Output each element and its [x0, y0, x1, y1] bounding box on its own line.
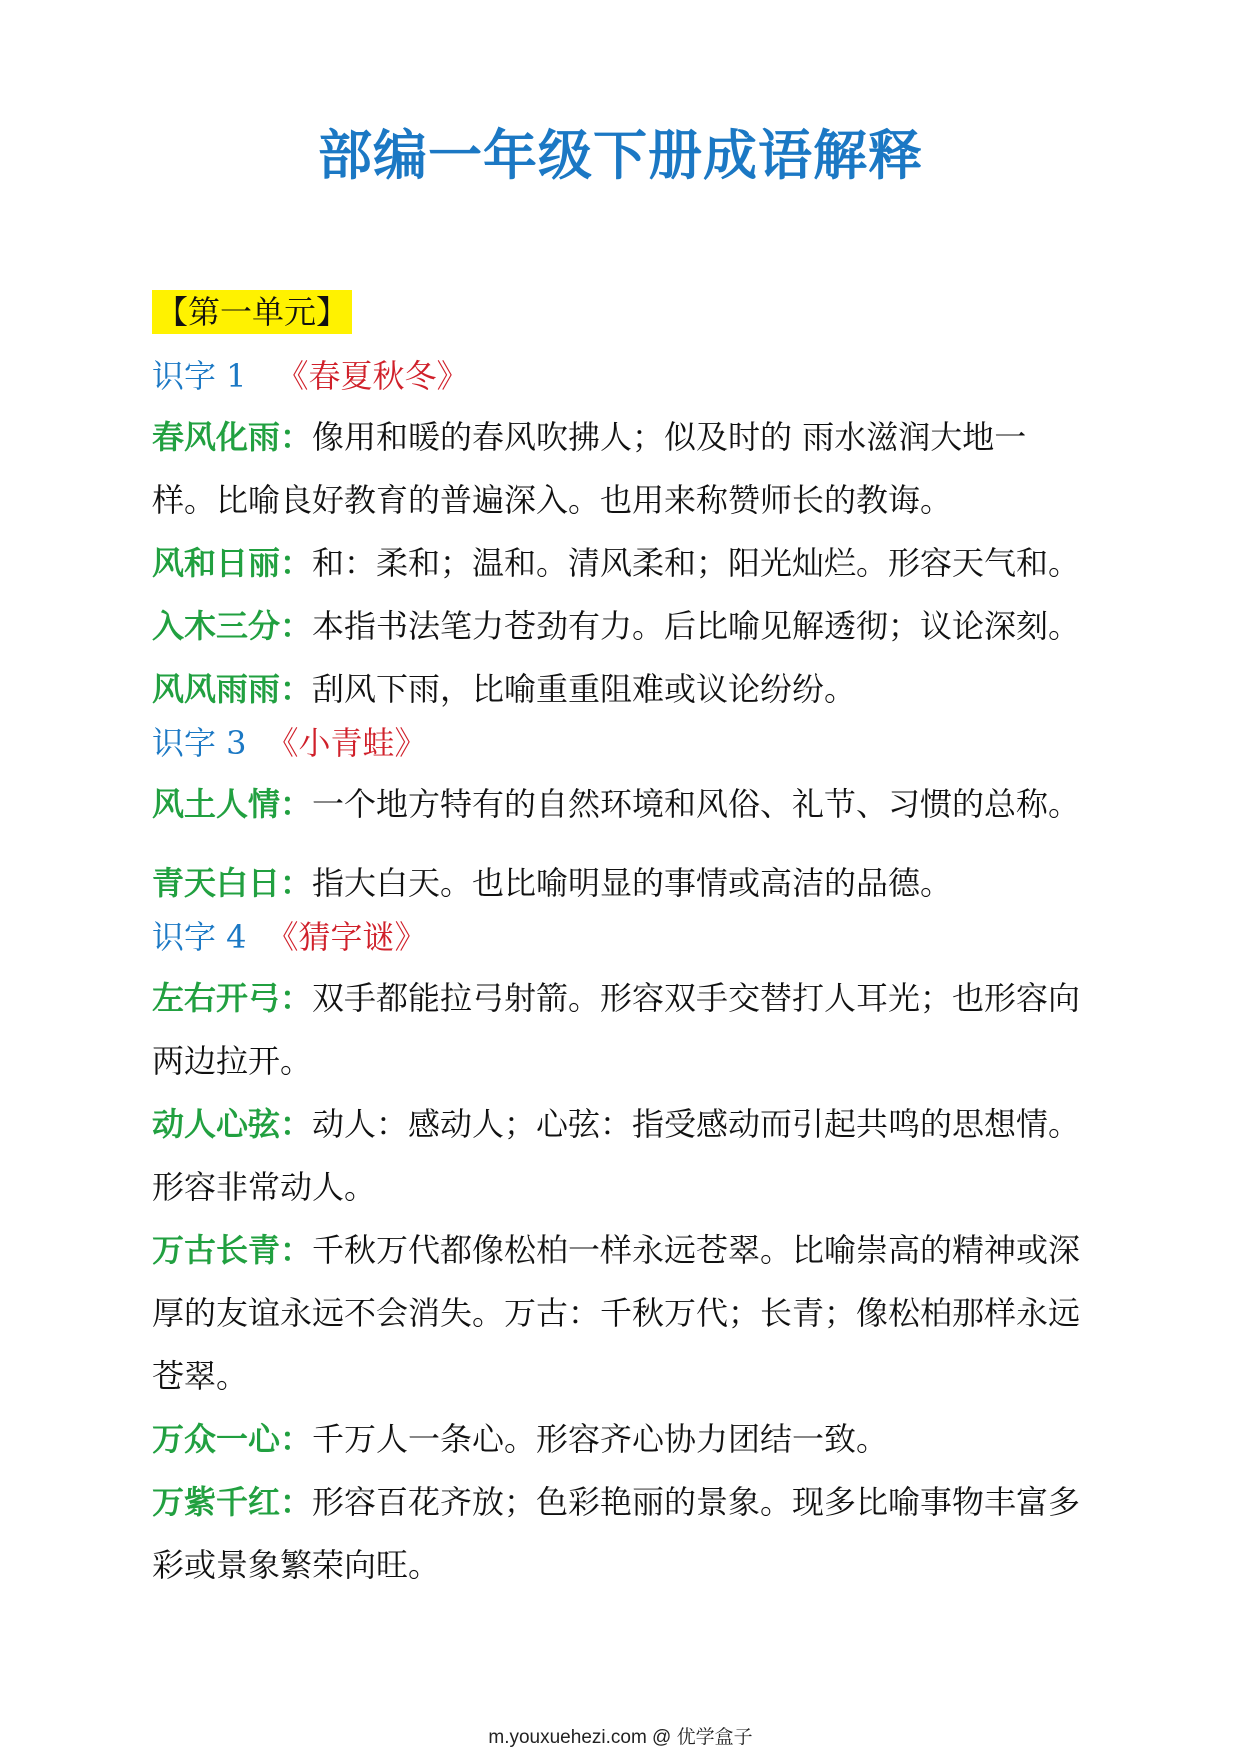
idiom-term: 入木三分： — [152, 607, 313, 645]
idiom-definition: 本指书法笔力苍劲有力。后比喻见解透彻；议论深刻。 — [312, 607, 1081, 645]
lesson-heading — [152, 354, 1082, 398]
idiom-definition: 刮风下雨，比喻重重阻难或议论纷纷。 — [312, 670, 857, 708]
idiom-term: 春风化雨： — [152, 418, 313, 456]
lesson-number: 识字 4 — [152, 918, 247, 956]
unit-label: 【第一单元】 — [152, 290, 352, 334]
idiom-definition: 像用和暖的春风吹拂人；似及时的 雨水滋润大地一样。比喻良好教育的普遍深入。也用来称赞师长的教诲。 — [152, 418, 1027, 519]
idiom-definition: 形容百花齐放；色彩艳丽的景象。现多比喻事物丰富多彩或景象繁荣向旺。 — [152, 1483, 1081, 1584]
idiom-definition: 动人：感动人；心弦：指受感动而引起共鸣的思想情。形容非常动人。 — [152, 1105, 1081, 1206]
lesson-name: 《猜字谜》 — [266, 918, 427, 956]
idiom-entry — [152, 1408, 1082, 1471]
idiom-term: 万紫千红： — [152, 1483, 313, 1521]
idiom-definition: 指大白天。也比喻明显的事情或高洁的品德。 — [312, 864, 953, 902]
idiom-term: 风和日丽： — [152, 544, 313, 582]
idiom-term: 动人心弦： — [152, 1105, 313, 1143]
idiom-term: 青天白日： — [152, 864, 313, 902]
idiom-entry — [152, 1471, 1082, 1597]
unit-heading — [152, 290, 1082, 334]
lesson-name: 《春夏秋冬》 — [276, 357, 469, 395]
idiom-entry — [152, 773, 1082, 836]
idiom-entry — [152, 406, 1082, 532]
idiom-entry — [152, 852, 1082, 915]
lesson-heading — [152, 721, 1082, 765]
idiom-entry — [152, 1093, 1082, 1219]
idiom-term: 万众一心： — [152, 1420, 313, 1458]
idiom-definition: 一个地方特有的自然环境和风俗、礼节、习惯的总称。 — [312, 785, 1081, 823]
idiom-term: 风土人情： — [152, 785, 313, 823]
idiom-entry — [152, 658, 1082, 721]
idiom-definition: 千秋万代都像松柏一样永远苍翠。比喻崇高的精神或深厚的友谊永远不会消失。万古：千秋万代；长青；像松柏那样永远苍翠。 — [152, 1231, 1081, 1395]
lesson-heading — [152, 915, 1082, 959]
idiom-definition: 千万人一条心。形容齐心协力团结一致。 — [312, 1420, 889, 1458]
idiom-term: 风风雨雨： — [152, 670, 313, 708]
lesson-number: 识字 3 — [152, 724, 247, 762]
idiom-entry — [152, 532, 1082, 595]
idiom-term: 万古长青： — [152, 1231, 313, 1269]
footer-watermark: m.youxuehezi.com @ 优学盒子 — [488, 1727, 753, 1748]
idiom-term: 左右开弓： — [152, 979, 313, 1017]
idiom-definition: 和：柔和；温和。清风柔和；阳光灿烂。形容天气和。 — [312, 544, 1081, 582]
document-body — [152, 290, 1082, 1597]
idiom-definition: 双手都能拉弓射箭。形容双手交替打人耳光；也形容向两边拉开。 — [152, 979, 1081, 1080]
idiom-entry — [152, 1219, 1082, 1408]
lesson-number: 识字 1 — [152, 357, 247, 395]
lesson-name: 《小青蛙》 — [266, 724, 427, 762]
idiom-entry — [152, 595, 1082, 658]
page-title: 部编一年级下册成语解释 — [318, 123, 923, 187]
idiom-entry — [152, 967, 1082, 1093]
